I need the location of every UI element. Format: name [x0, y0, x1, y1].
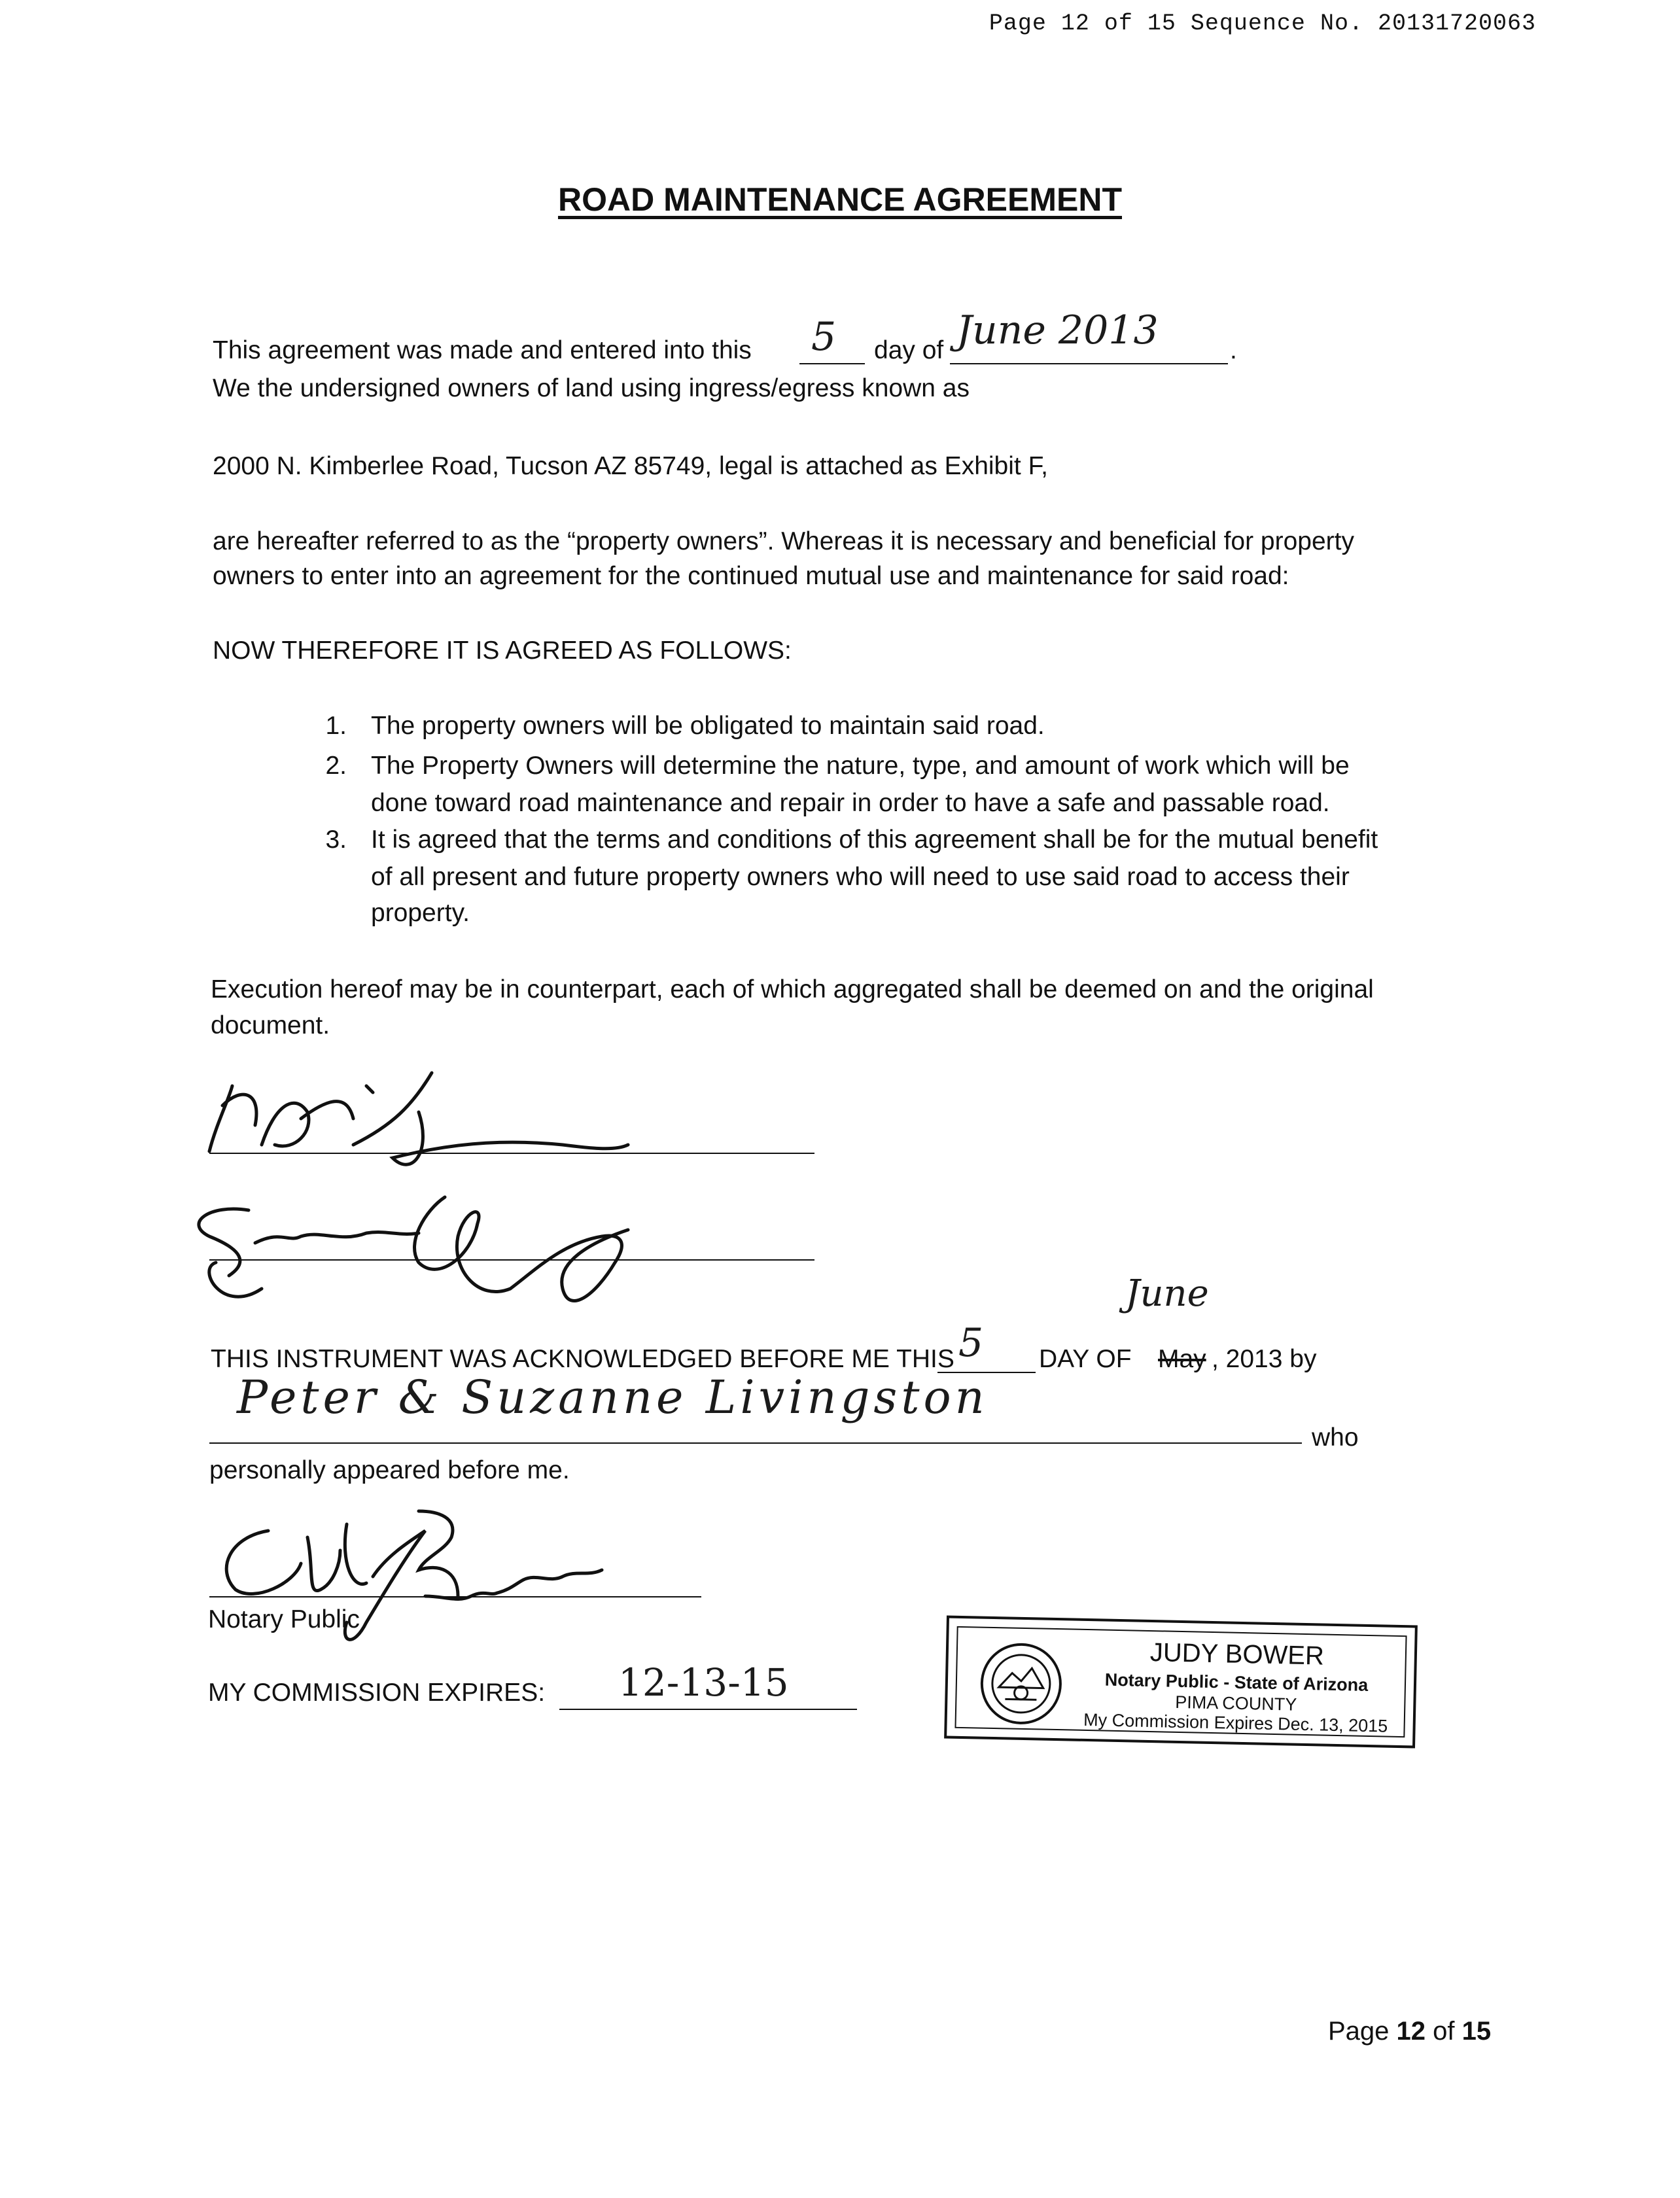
ack-handwritten-names: Peter & Suzanne Livingston	[237, 1370, 989, 1424]
intro-line-2: We the undersigned owners of land using ingress/egress known as	[213, 374, 970, 402]
ack-day-of: DAY OF	[1039, 1345, 1132, 1373]
footer-page-current: 12	[1396, 2017, 1426, 2046]
stamp-line-3: My Commission Expires Dec. 13, 2015	[1083, 1709, 1388, 1736]
ack-who: who	[1312, 1423, 1359, 1452]
stamp-notary-name: JUDY BOWER	[1149, 1638, 1325, 1671]
ack-year-by: , 2013 by	[1212, 1345, 1317, 1373]
signature-line-2	[209, 1259, 814, 1261]
commission-label: MY COMMISSION EXPIRES:	[208, 1679, 546, 1707]
list-item-line: The property owners will be obligated to maintain said road.	[371, 712, 1045, 740]
address-line: 2000 N. Kimberlee Road, Tucson AZ 85749, legal is attached as Exhibit F,	[213, 452, 1048, 480]
notary-label: Notary Public	[208, 1605, 360, 1633]
commission-handwritten-expiry: 12-13-15	[618, 1660, 789, 1705]
execution-line-2: document.	[211, 1011, 330, 1039]
intro-month-line	[950, 363, 1228, 364]
list-item-line: The Property Owners will determine the nature, type, and amount of work which will be	[371, 752, 1350, 780]
commission-expiry-line	[559, 1709, 857, 1710]
list-item-number: 1.	[325, 712, 347, 740]
list-item-line: of all present and future property owners who will need to use said road to access their	[371, 863, 1350, 891]
now-therefore-heading: NOW THEREFORE IT IS AGREED AS FOLLOWS:	[213, 637, 792, 665]
intro-handwritten-month-year: June 2013	[956, 307, 1159, 353]
intro-day-label: day of	[874, 336, 944, 364]
execution-line-1: Execution hereof may be in counterpart, each of which aggregated shall be deemed on and the original	[211, 975, 1374, 1003]
document-title: ROAD MAINTENANCE AGREEMENT	[557, 181, 1123, 218]
intro-handwritten-day: 5	[811, 314, 837, 360]
notary-stamp	[944, 1615, 1418, 1748]
notary-signature-line	[209, 1596, 701, 1597]
ack-names-line	[209, 1442, 1302, 1444]
footer-page-prefix: Page	[1328, 2017, 1397, 2046]
state-seal-icon	[979, 1641, 1064, 1727]
ack-struck-month: May	[1158, 1345, 1206, 1373]
intro-day-line	[799, 363, 865, 364]
paragraph-1-line-2: owners to enter into an agreement for the continued mutual use and maintenance for said road:	[213, 562, 1289, 590]
ack-handwritten-day: 5	[958, 1320, 984, 1366]
list-item-line: done toward road maintenance and repair in order to have a safe and passable road.	[371, 789, 1330, 817]
footer-page-of: of	[1426, 2017, 1462, 2046]
stamp-line-2: PIMA COUNTY	[1175, 1692, 1297, 1715]
ack-prefix: THIS INSTRUMENT WAS ACKNOWLEDGED BEFORE ME THIS	[211, 1345, 954, 1373]
list-item-line: It is agreed that the terms and conditions of this agreement shall be for the mutual benefit	[371, 826, 1378, 854]
intro-period: .	[1230, 336, 1237, 364]
paragraph-1-line-1: are hereafter referred to as the “property owners”. Whereas it is necessary and beneficial for property	[213, 527, 1354, 555]
page-sequence-header: Page 12 of 15 Sequence No. 20131720063	[989, 10, 1536, 37]
ack-appeared: personally appeared before me.	[209, 1456, 570, 1484]
ack-inserted-month: June	[1125, 1272, 1209, 1315]
signature-line-1	[209, 1153, 814, 1154]
notary-stamp-inner-border	[954, 1626, 1407, 1737]
intro-prefix: This agreement was made and entered into this	[213, 336, 752, 364]
list-item-number: 2.	[325, 752, 347, 780]
list-item-line: property.	[371, 899, 470, 927]
footer-page-total: 15	[1461, 2017, 1492, 2046]
stamp-line-1: Notary Public - State of Arizona	[1104, 1669, 1369, 1695]
page-footer	[1328, 2017, 1491, 2046]
list-item-number: 3.	[325, 826, 347, 854]
signature-signer-2	[170, 1184, 811, 1315]
